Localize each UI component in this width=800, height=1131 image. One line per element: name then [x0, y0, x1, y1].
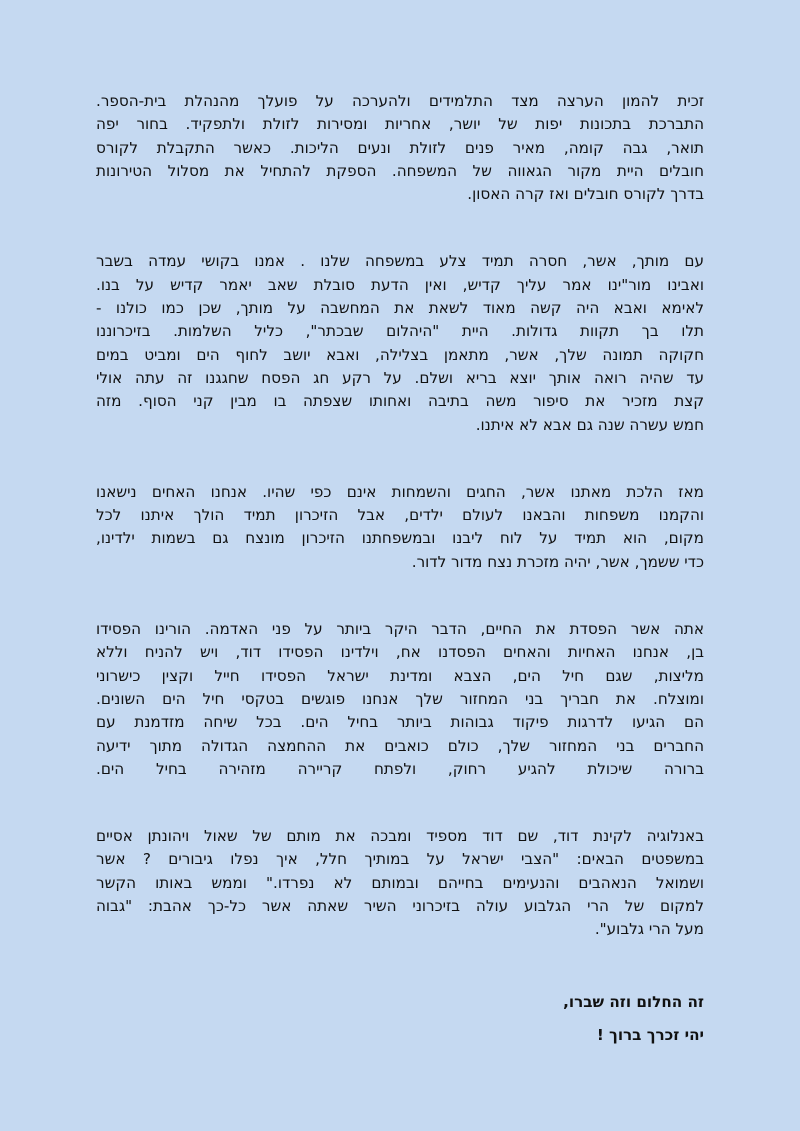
closing-line-1: זה החלום וזה שברו, [563, 992, 704, 1011]
text-line: תואר, גבה קומה, מאיר פנים לזולת ונעים הליכות. כאשר התקבלת לקורס [96, 138, 704, 157]
closing-block [96, 986, 704, 1052]
text-line: החברים בני המחזור שלך, כולם כואבים את ההחמצה הגדולה מתוך ידיעה [96, 736, 704, 755]
text-line: והקמנו משפחות והבאנו לעולם ילדים, אבל הזיכרון תמיד הולך איתנו לכל [96, 506, 704, 525]
text-line: ברורה שיכולת להגיע רחוק, ולפתח קריירה מזהירה בחיל הים. [96, 759, 704, 778]
paragraph-1 [96, 90, 704, 206]
text-line: הם הגיעו לדרגות פיקוד גבוהות ביותר בחיל הים. בכל שיחה מזדמנת עם [96, 713, 704, 732]
paragraph-5 [96, 825, 704, 941]
text-line: באנלוגיה לקינת דוד, שם דוד מספיד ומבכה את מותם של שאול ויהונתן אסיים [96, 827, 704, 846]
text-line: ואבינו מור"ינו אמר עליך קדיש, ואין הדעת סובלת שאב יאמר קדיש על בנו. [96, 275, 704, 294]
text-line: לאימא ואבא היה קשה מאוד לשאת את המחשבה על מותך, שכן כמו כולנו - [96, 299, 704, 318]
text-line: אתה אשר הפסדת את החיים, הדבר היקר ביותר על פני האדמה. הורינו הפסידו [96, 620, 704, 639]
text-line: זכית להמון הערצה מצד התלמידים ולהערכה על פועלך מהנהלת בית-הספר. [96, 92, 704, 110]
text-line: בן, אנחנו האחיות והאחים הפסדנו אח, וילדינו הפסידו דוד, ויש להניח וללא [96, 643, 704, 662]
text-line: למקום של הרי הגלבוע עולה בזיכרוני השיר שאתה אשר כל-כך אהבת: "גבוה [96, 897, 704, 916]
paragraph-2 [96, 250, 704, 436]
text-line: חובלים היית מקור הגאווה של המשפחה. הספקת להתחיל את מסלול הטירונות [96, 161, 704, 180]
closing-line-2: יהי זכרך ברוך ! [596, 1025, 704, 1044]
text-line: ומוצלח. את חבריך בני המחזור שלך אנחנו פוגשים בטקסי חיל הים השונים. [96, 689, 704, 708]
text-line: ושמואל הנאהבים והנעימים בחייהם ובמותם לא נפרדו." וממש באותו הקשר [96, 873, 704, 892]
paragraph-4 [96, 618, 704, 781]
text-line: מקום, הוא תמיד על לוח ליבנו ובמשפחתנו הזיכרון מונצח גם בשמות ילדינו, [96, 529, 704, 548]
text-line: תלו בך תקוות גדולות. היית "היהלום שבכתר", כליל השלמות. בזיכרוננו [96, 322, 704, 341]
text-line: קצת מזכיר את סיפור משה בתיבה ואחותו שצפתה בו מבין קני הסוף. מזה [96, 392, 704, 411]
text-line: עד שהיה רואה אותך יוצא בריא ושלם. על רקע חג הפסח שחגגנו זה עתה אולי [96, 368, 704, 387]
text-line: עם מותך, אשר, חסרה תמיד צלע במשפחה שלנו . אמנו בקושי עמדה בשבר [96, 252, 704, 271]
text-line: במשפטים הבאים: "הצבי ישראל על במותיך חלל, איך נפלו גיבורים ? אשר [96, 850, 704, 869]
text-line: התברכת בתכונות יפות של יושר, אחריות ומסירות לזולת ולתפקיד. בחור יפה [96, 115, 704, 134]
text-line: מליצות, שגם חיל הים, הצבא ומדינת ישראל הפסידו חייל וקצין כישרוני [96, 666, 704, 685]
text-line: מאז הלכת מאתנו אשר, החגים והשמחות אינם כפי שהיו. אנחנו האחים נישאנו [96, 482, 704, 501]
text-line: בדרך לקורס חובלים ואז קרה האסון. [467, 185, 704, 204]
paragraph-3 [96, 481, 704, 574]
text-line: חמש עשרה שנה גם אבא לא איתנו. [475, 415, 704, 434]
text-line: כדי ששמך, אשר, יהיה מזכרת נצח מדור לדור. [411, 552, 704, 571]
text-line: חקוקה תמונה שלך, אשר, מתאמן בצלילה, ואבא יושב לחוף הים ומביט במים [96, 345, 704, 364]
text-line: מעל הרי גלבוע". [594, 920, 704, 939]
